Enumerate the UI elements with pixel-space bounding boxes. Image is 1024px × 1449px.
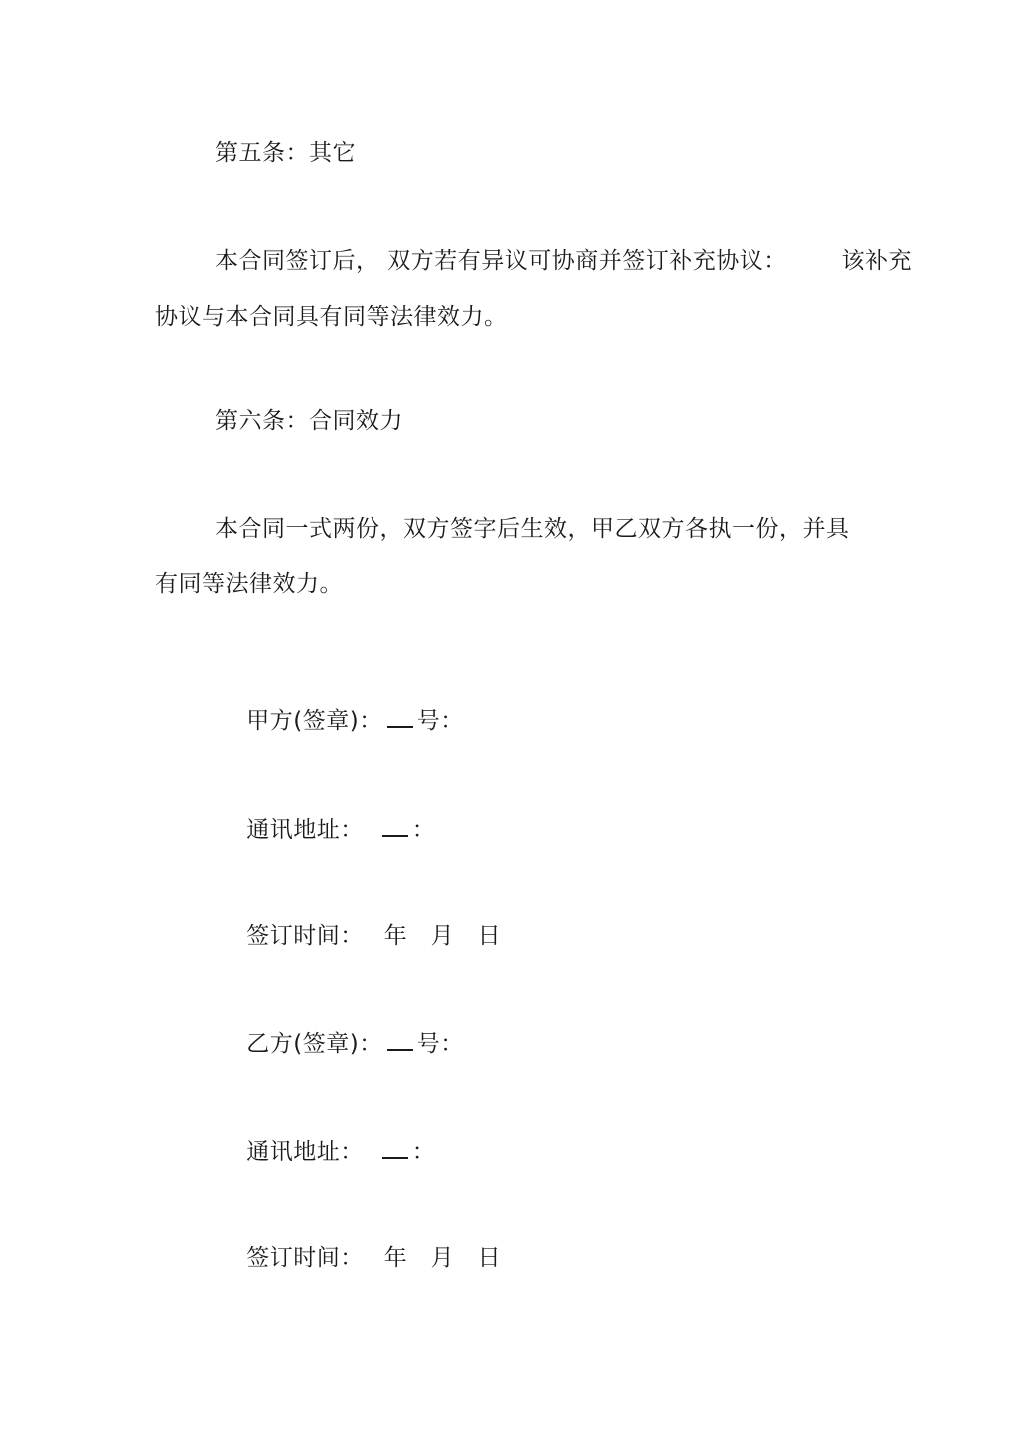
article-6-heading: 第六条：合同效力 bbox=[215, 408, 403, 434]
party-a-signature-label: 甲方(签章)： bbox=[246, 708, 383, 734]
party-a-date-line bbox=[215, 891, 501, 981]
party-a-address-suffix: ： bbox=[411, 817, 436, 843]
party-b-address-blank[interactable] bbox=[382, 1137, 408, 1159]
party-b-signature-suffix: 号： bbox=[416, 1031, 464, 1057]
party-b-date-text: 年 月 日 bbox=[383, 1245, 502, 1271]
article-5-body-line-2: 协议与本合同具有同等法律效力。 bbox=[155, 304, 508, 330]
party-a-address-line bbox=[215, 785, 435, 875]
party-b-signature-label: 乙方(签章)： bbox=[246, 1031, 383, 1057]
party-a-address-blank[interactable] bbox=[382, 815, 408, 837]
party-a-signature-blank[interactable] bbox=[387, 706, 413, 728]
article-6-body-line-1: 本合同一式两份，双方签字后生效，甲乙双方各执一份，并具 bbox=[215, 516, 850, 542]
party-b-signature-line bbox=[215, 999, 464, 1089]
party-a-date-label: 签订时间： bbox=[246, 923, 364, 949]
party-a-address-label: 通讯地址： bbox=[246, 817, 364, 843]
article-5-heading: 第五条：其它 bbox=[215, 140, 356, 166]
article-6-body-line-2: 有同等法律效力。 bbox=[155, 571, 343, 597]
article-5-body-line-1: 本合同签订后， 双方若有异议可协商并签订补充协议： 该补充 bbox=[215, 248, 912, 274]
party-a-signature-suffix: 号： bbox=[416, 708, 464, 734]
party-b-date-label: 签订时间： bbox=[246, 1245, 364, 1271]
party-b-address-label: 通讯地址： bbox=[246, 1139, 364, 1165]
party-b-address-line bbox=[215, 1107, 435, 1197]
party-b-signature-blank[interactable] bbox=[387, 1029, 413, 1051]
party-a-signature-line bbox=[215, 676, 464, 766]
party-b-address-suffix: ： bbox=[411, 1139, 436, 1165]
party-b-date-line bbox=[215, 1213, 501, 1303]
party-a-date-text: 年 月 日 bbox=[383, 923, 502, 949]
